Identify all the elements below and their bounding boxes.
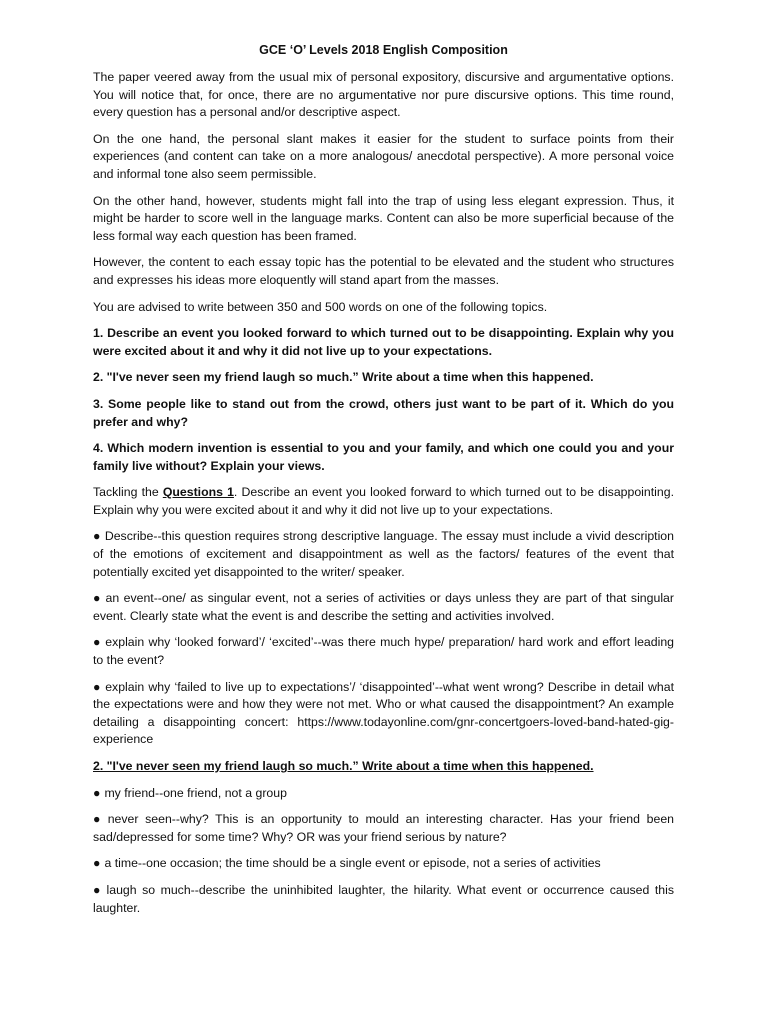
intro-paragraph: On the one hand, the personal slant makes it easier for the student to surface points from their experiences (and content can take on a more analogous/ anecdotal perspective). A more personal voice and informal tone also seem permissible. bbox=[93, 131, 674, 181]
q1-bullet-text: an event--one/ as singular event, not a series of activities or days unless they are part of that singular event. Clearly state what the event is and describe the setting and activities involved. bbox=[93, 591, 674, 623]
intro-paragraph: However, the content to each essay topic has the potential to be elevated and the student who structures and expresses his ideas more eloquently will stand apart from the masses. bbox=[93, 255, 674, 287]
document-body bbox=[93, 42, 674, 926]
q2-bullet bbox=[93, 785, 674, 803]
tackling-paragraph bbox=[93, 484, 674, 519]
q1-bullet bbox=[93, 590, 674, 625]
q2-bullet-text: laugh so much--describe the uninhibited laughter, the hilarity. What event or occurrence caused this laughter. bbox=[93, 882, 674, 915]
intro-paragraph: On the other hand, however, students might fall into the trap of using less elegant expression. Thus, it might be harder to score well in the language marks. Content can also be more superficial because of the less formal way each question has been framed. bbox=[93, 193, 674, 243]
tackling-prefix: Tackling the bbox=[93, 485, 163, 500]
q1-bullet-text: Describe--this question requires strong descriptive language. The essay must include a vivid description of the emotions of excitement and disappointment as well as the factors/ features of the event that potentially excited yet disappointed to the writer/ speaker. bbox=[93, 529, 674, 579]
question-1: 1. Describe an event you looked forward to which turned out to be disappointing. Explain why you were excited about it and why it did not live up to your expectations. bbox=[93, 326, 674, 358]
bullet-icon: ● bbox=[93, 812, 104, 827]
bullet-icon: ● bbox=[93, 856, 101, 871]
intro-paragraph: The paper veered away from the usual mix of personal expository, discursive and argumentative options. You will notice that, for once, there are no argumentative nor pure discursive options. This time round, every question has a personal and/or descriptive aspect. bbox=[93, 70, 674, 120]
question-4: 4. Which modern invention is essential to you and your family, and which one could you and your family live without? Explain your views. bbox=[93, 441, 674, 473]
q2-bullet-text: never seen--why? This is an opportunity to mould an interesting character. Has your friend been sad/depressed for some time? Why? OR was your friend serious by nature? bbox=[93, 812, 675, 844]
q1-bullet bbox=[93, 679, 674, 749]
bullet-icon: ● bbox=[93, 882, 103, 897]
document-title: GCE ‘O’ Levels 2018 English Composition bbox=[259, 43, 508, 57]
q1-bullet-text: explain why ‘looked forward’/ ‘excited’--was there much hype/ preparation/ hard work and effort leading to the event? bbox=[93, 635, 674, 668]
bullet-icon: ● bbox=[93, 785, 101, 800]
instruction-paragraph: You are advised to write between 350 and 500 words on one of the following topics. bbox=[93, 299, 548, 314]
q1-bullet bbox=[93, 634, 674, 669]
question-2-heading: 2. "I've never seen my friend laugh so much.” Write about a time when this happened. bbox=[93, 759, 594, 773]
bullet-icon: ● bbox=[93, 529, 101, 544]
question-3: 3. Some people like to stand out from the crowd, others just want to be part of it. Which do you prefer and why? bbox=[93, 396, 674, 429]
bullet-icon: ● bbox=[93, 591, 102, 606]
q1-bullet-text: explain why ‘failed to live up to expectations’/ ‘disappointed’--what went wrong? Describe in detail what the expectations were and how they were not met. Who or what caused the disappointment? An example detailing a disappointing concert: https://www.todayonline.com/gnr-concertgoers-loved-band-hated-gig-experience bbox=[93, 679, 674, 747]
bullet-icon: ● bbox=[93, 679, 102, 694]
bullet-icon: ● bbox=[93, 635, 102, 650]
question-2: 2. "I've never seen my friend laugh so much.” Write about a time when this happened. bbox=[93, 370, 594, 385]
tackling-question-ref: Questions 1 bbox=[162, 485, 234, 500]
q2-bullet bbox=[93, 882, 674, 917]
tackling-suffix: . Describe an event you looked forward to which turned out to be disappointing. Explain why you were excited about it and why it did not live up to your expectations. bbox=[93, 485, 674, 517]
q2-bullet bbox=[93, 811, 674, 846]
q2-bullet bbox=[93, 855, 674, 873]
q2-bullet-text: my friend--one friend, not a group bbox=[104, 785, 287, 800]
q2-bullet-text: a time--one occasion; the time should be a single event or episode, not a series of activities bbox=[104, 856, 601, 871]
q1-bullet bbox=[93, 528, 674, 581]
